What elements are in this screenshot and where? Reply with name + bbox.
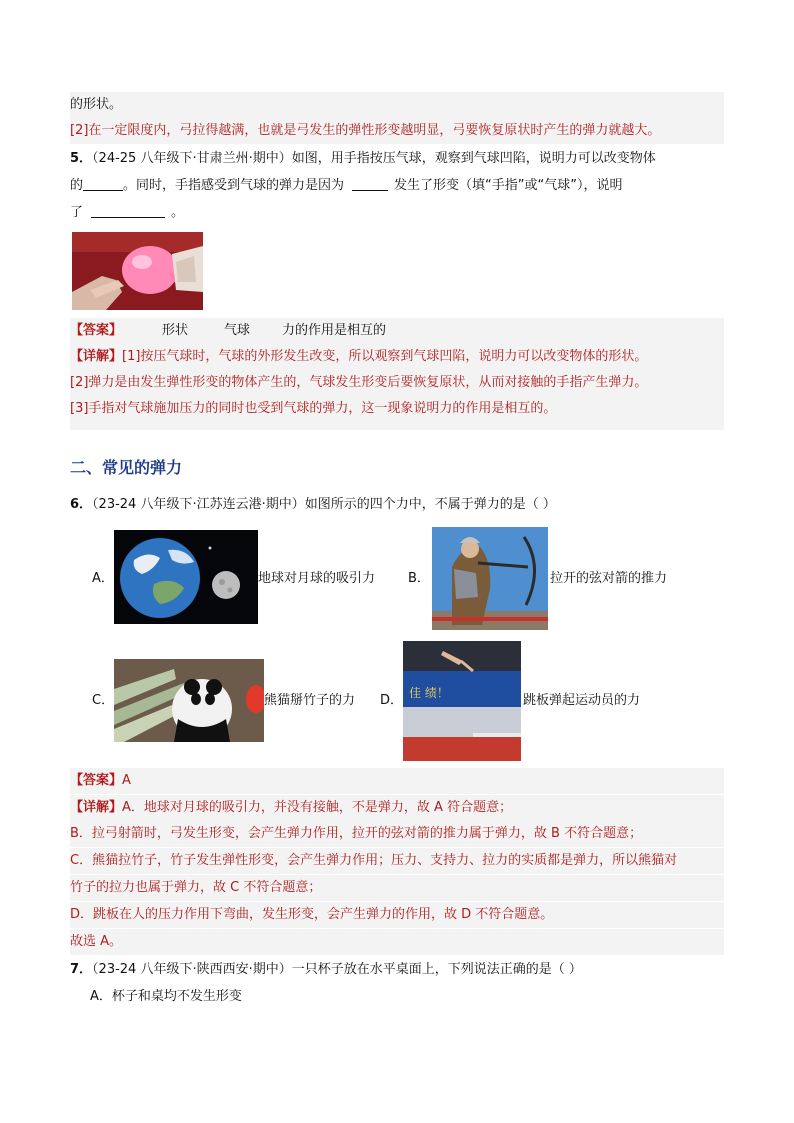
detail-text: A．地球对月球的吸引力，并没有接触，不是弹力，故 A 符合题意； (122, 800, 513, 815)
conclusion-text: 故选 A。 (70, 934, 123, 949)
answer-3: 力的作用是相互的 (282, 323, 387, 338)
detail-text: [2]弹力是由发生弹性形变的物体产生的，气球发生形变后要恢复原状，从而对接触的手指产生弹力。 (70, 375, 648, 390)
option-a-text: A．杯子和桌均不发生形变 (90, 989, 242, 1004)
question-number: 7． (70, 962, 93, 977)
prev-answer-text-2: [2]在一定限度内，弓拉得越满，也就是弓发生的弹性形变越明显，弓要恢复原状时产生的弹力就越大。 (70, 123, 661, 138)
answer-value: A (122, 773, 131, 788)
option-a-label[interactable]: A． (92, 571, 114, 586)
detail-line (70, 370, 724, 396)
question-5-line-3 (70, 200, 184, 226)
detail-line (70, 344, 724, 370)
option-b-label[interactable]: B． (408, 571, 430, 586)
diving-photo (403, 641, 521, 761)
question-5-text-b3: 发生了形变（填“手指”或“气球”），说明 (394, 178, 623, 193)
detail-text: [1]按压气球时，气球的外形发生改变，所以观察到气球凹陷，说明力可以改变物体的形状。 (122, 349, 648, 364)
detail-line (70, 396, 724, 422)
question-5-text-c1: 了 (70, 205, 84, 220)
detail-line (70, 848, 724, 874)
question-5-line-1 (70, 146, 656, 172)
question-number: 5． (70, 151, 93, 166)
detail-text: B．拉弓射箭时，弓发生形变，会产生弹力作用，拉开的弦对箭的推力属于弹力，故 B 不符合题意； (70, 826, 643, 841)
question-7-option-a[interactable] (90, 984, 242, 1010)
question-5-text-b1: 的 (70, 178, 84, 193)
detail-tag: 【详解】 (70, 349, 123, 364)
question-7-text: （23-24 八年级下·陕西西安·期中）一只杯子放在水平桌面上，下列说法正确的是（ ） (92, 962, 582, 977)
answer-2: 气球 (224, 323, 251, 338)
answer-blank-3[interactable] (91, 203, 165, 218)
question-6-text: （23-24 八年级下·江苏连云港·期中）如图所示的四个力中，不属于弹力的是（ ） (92, 497, 556, 512)
balloon-photo (72, 232, 203, 310)
detail-tag: 【详解】 (70, 800, 123, 815)
answer-tag: 【答案】 (70, 773, 123, 788)
panda-photo (114, 659, 264, 742)
prev-answer-text-1: 的形状。 (70, 97, 123, 112)
section-heading: 二、常见的弹力 (70, 458, 183, 477)
prev-answer-line (70, 92, 724, 118)
option-c-text: 熊猫掰竹子的力 (264, 693, 356, 708)
question-number: 6． (70, 497, 93, 512)
detail-text: 竹子的拉力也属于弹力，故 C 不符合题意； (70, 880, 322, 895)
question-5-line-2 (70, 173, 622, 199)
option-d-text: 跳板弹起运动员的力 (523, 693, 641, 708)
earth-moon-photo (114, 530, 258, 624)
detail-text: C．熊猫拉竹子，竹子发生弹性形变，会产生弹力作用；压力、支持力、拉力的实质都是弹力，所以熊猫对 (70, 853, 678, 868)
answer-tag: 【答案】 (70, 323, 123, 338)
option-a-text: 地球对月球的吸引力 (258, 571, 376, 586)
answer-shade-end (70, 422, 724, 430)
question-6-line (70, 492, 556, 518)
detail-line (70, 795, 724, 821)
detail-line (70, 821, 724, 847)
answer-line (70, 768, 724, 794)
diving-board-sign: 佳 绩！ (409, 686, 449, 700)
prev-answer-line (70, 118, 724, 144)
answer-blank-2[interactable] (352, 176, 388, 191)
answer-blank-1[interactable] (83, 176, 123, 191)
question-5-text-c2: 。 (171, 205, 185, 220)
archer-photo (432, 527, 548, 630)
option-d-label[interactable]: D． (380, 693, 404, 708)
option-b-text: 拉开的弦对箭的推力 (550, 571, 668, 586)
detail-text: D．跳板在人的压力作用下弯曲，发生形变，会产生弹力的作用，故 D 不符合题意。 (70, 907, 554, 922)
detail-line (70, 902, 724, 928)
detail-line (70, 875, 724, 901)
answer-1: 形状 (162, 323, 189, 338)
answer-line (70, 318, 724, 344)
detail-text: [3]手指对气球施加压力的同时也受到气球的弹力，这一现象说明力的作用是相互的。 (70, 401, 557, 416)
question-5-text-b2: 。同时，手指感受到气球的弹力是因为 (123, 178, 345, 193)
question-5-text-a: （24-25 八年级下·甘肃兰州·期中）如图，用手指按压气球，观察到气球凹陷，说明力可以改变物体 (92, 151, 656, 166)
option-c-label[interactable]: C． (92, 693, 115, 708)
question-7-line (70, 957, 582, 983)
detail-line (70, 929, 724, 955)
